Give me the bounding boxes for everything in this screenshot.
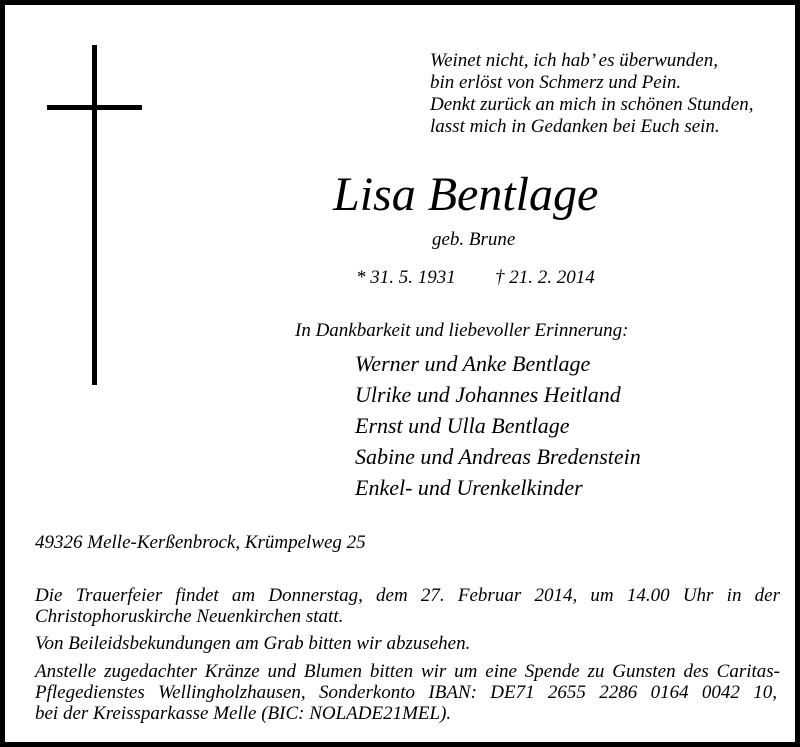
mourner-3: Ernst und Ulla Bentlage [355,413,570,438]
donation-line-2: Pflegedienstes Wellingholzhausen, Sonderkonto IBAN: DE71 2655 2286 0164 0042 10, [35,682,777,703]
mourner-2: Ulrike und Johannes Heitland [355,382,621,407]
gratitude-line: In Dankbarkeit und liebevoller Erinnerung: [295,320,629,341]
maiden-name: geb. Brune [432,229,516,250]
mourner-1: Werner und Anke Bentlage [355,351,591,376]
donation-line-1: Anstelle zugedachter Kränze und Blumen bitten wir um eine Spende zu Gunsten des Caritas- [35,661,780,682]
address: 49326 Melle-Kerßenbrock, Krümpelweg 25 [35,532,366,553]
cross-vertical-bar [92,45,97,385]
mourner-5: Enkel- und Urenkelkinder [355,475,583,500]
poem-line-2: bin erlöst von Schmerz und Pein. [430,72,682,93]
donation-line-3: bei der Kreissparkasse Melle (BIC: NOLADE21MEL). [35,703,452,724]
cross-horizontal-bar [47,105,142,110]
condolence-note [35,633,780,654]
funeral-line-1: Die Trauerfeier findet am Donnerstag, dem 27. Februar 2014, um 14.00 Uhr in der [35,585,780,606]
donation-info [35,661,780,724]
deceased-name: Lisa Bentlage [333,168,599,221]
funeral-info [35,585,780,627]
poem-line-3: Denkt zurück an mich in schönen Stunden, [430,94,754,115]
condolence-line: Von Beileidsbekundungen am Grab bitten wir abzusehen. [35,633,471,654]
death-date: † 21. 2. 2014 [495,267,595,288]
birth-date: * 31. 5. 1931 [356,267,456,288]
poem-line-4: lasst mich in Gedanken bei Euch sein. [430,116,720,137]
poem-line-1: Weinet nicht, ich hab’ es überwunden, [430,50,718,71]
funeral-line-2: Christophoruskirche Neuenkirchen statt. [35,606,344,627]
mourner-4: Sabine und Andreas Bredenstein [355,444,641,469]
